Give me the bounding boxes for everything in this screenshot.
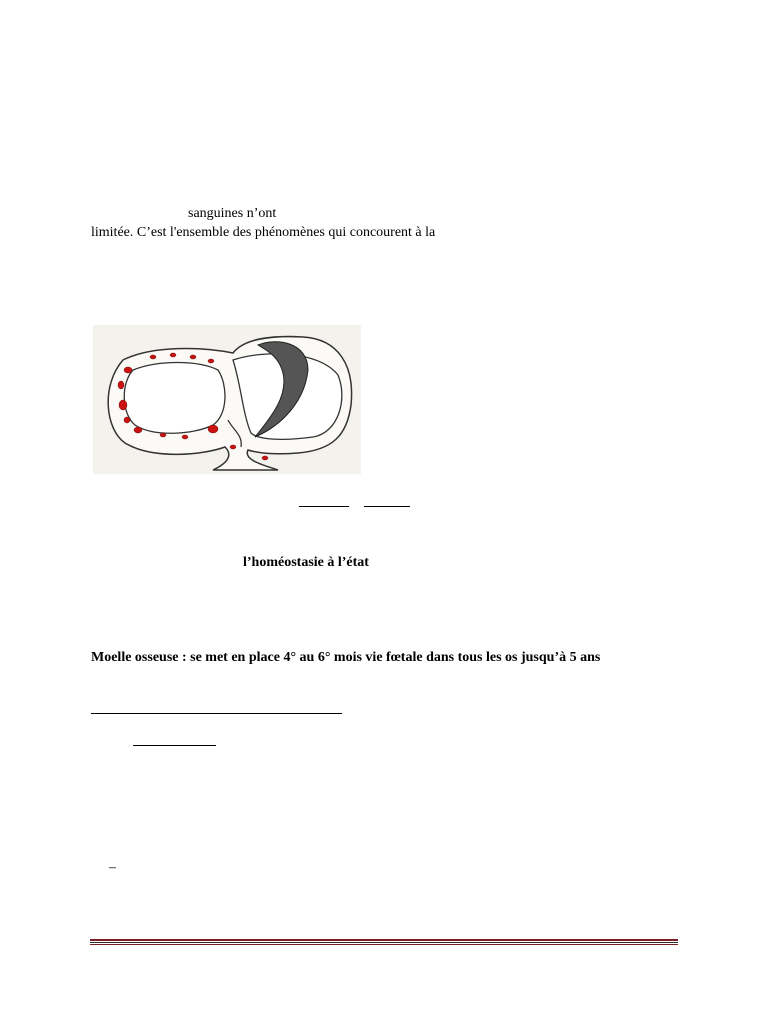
blood-spot: [124, 417, 130, 423]
dash-marker: –: [109, 860, 116, 875]
blood-spot: [124, 367, 132, 373]
text-limitee: limitée. C’est l'ensemble des phénomènes qui concourent à la: [91, 225, 436, 240]
footer-rule: [90, 939, 678, 945]
underline-blank-2: [364, 506, 410, 507]
text-sanguines: sanguines n’ont: [188, 206, 277, 221]
blood-spot: [262, 456, 268, 460]
blood-spot: [208, 359, 214, 363]
anatomical-diagram-image: [93, 325, 361, 474]
blood-spot: [118, 381, 124, 389]
underline-blank-3: [91, 713, 342, 714]
underline-blank-1: [299, 506, 349, 507]
blood-spot: [150, 355, 156, 359]
underline-blank-4: [133, 745, 216, 746]
blood-spot: [170, 353, 176, 357]
footer-rule-line: [90, 944, 678, 945]
blood-spot: [119, 400, 127, 410]
blood-spot: [134, 427, 142, 433]
blood-spot: [182, 435, 188, 439]
blood-spot: [190, 355, 196, 359]
footer-rule-line: [90, 942, 678, 943]
diagram-svg: [93, 325, 361, 474]
blood-spot: [230, 445, 236, 449]
blood-spot: [208, 425, 218, 433]
text-moelle-osseuse: Moelle osseuse : se met en place 4° au 6° mois vie fœtale dans tous les os jusqu’à 5 ans: [91, 650, 601, 665]
heading-homeostasie: l’homéostasie à l’état: [243, 555, 369, 570]
inner-vesicle-outline: [124, 363, 225, 434]
footer-rule-line: [90, 939, 678, 941]
blood-spot: [160, 433, 166, 437]
